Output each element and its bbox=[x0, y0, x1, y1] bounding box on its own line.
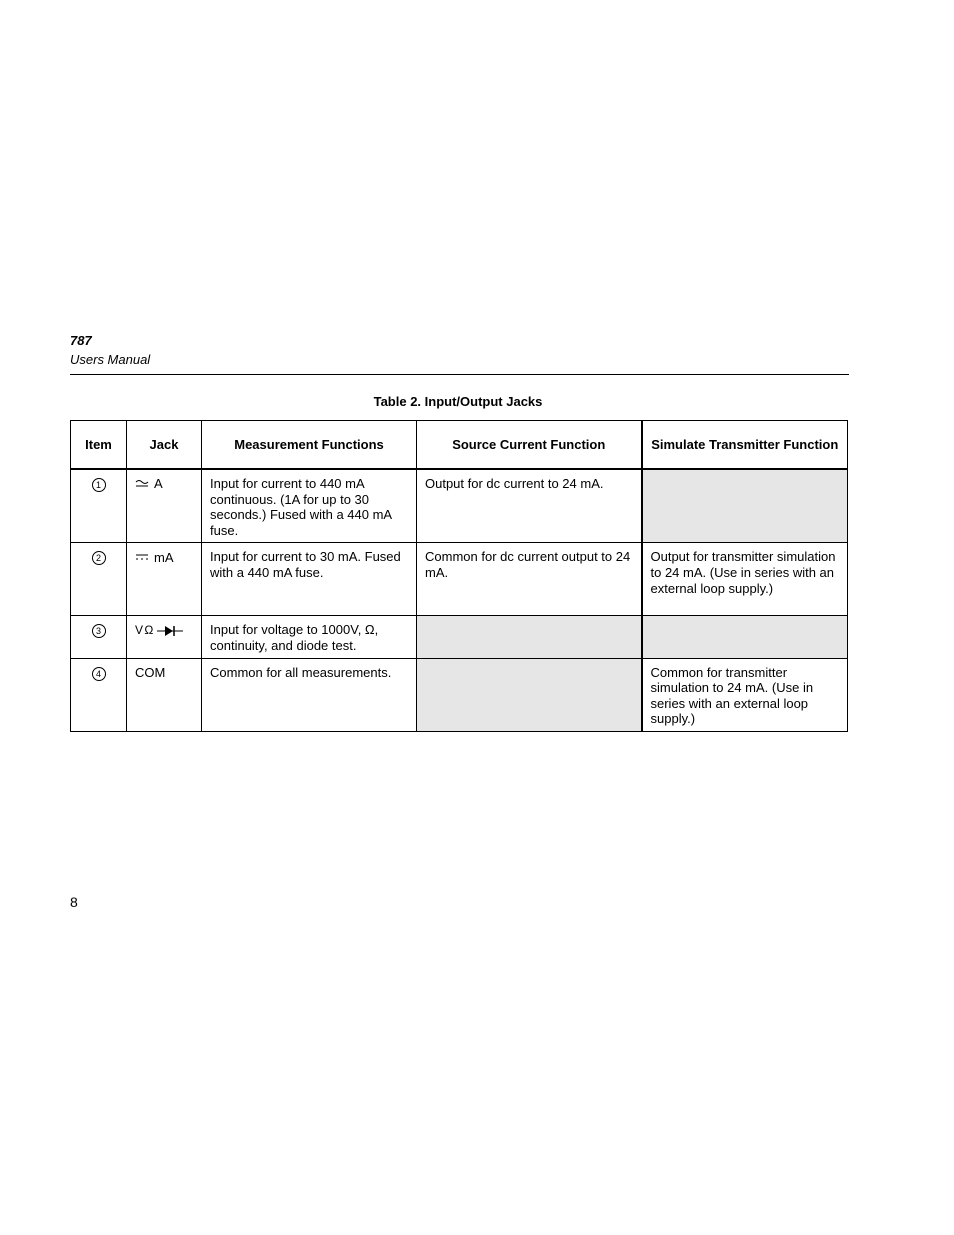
dc-symbol-icon bbox=[135, 553, 149, 561]
col-header-source: Source Current Function bbox=[417, 421, 642, 470]
source-cell: Output for dc current to 24 mA. bbox=[417, 469, 642, 543]
col-header-item: Item bbox=[71, 421, 127, 470]
table-header-row bbox=[71, 421, 848, 470]
table-caption: Table 2. Input/Output Jacks bbox=[373, 394, 543, 409]
measurement-cell: Input for current to 30 mA. Fused with a 440 mA fuse. bbox=[202, 543, 417, 616]
table-row bbox=[71, 543, 848, 616]
item-number-badge: 1 bbox=[92, 478, 106, 492]
measurement-cell: Input for voltage to 1000V, Ω, continuity, and diode test. bbox=[202, 616, 417, 658]
item-cell bbox=[71, 469, 127, 543]
measurement-cell: Common for all measurements. bbox=[202, 658, 417, 731]
item-cell bbox=[71, 543, 127, 616]
jack-cell bbox=[127, 469, 202, 543]
page-number: 8 bbox=[70, 894, 78, 910]
item-cell bbox=[71, 616, 127, 658]
jack-cell bbox=[127, 616, 202, 658]
jack-label: A bbox=[154, 476, 163, 491]
item-number-badge: 4 bbox=[92, 667, 106, 681]
jack-cell bbox=[127, 543, 202, 616]
running-header bbox=[70, 333, 849, 369]
simulate-cell bbox=[642, 616, 848, 658]
source-cell bbox=[417, 616, 642, 658]
jack-cell bbox=[127, 658, 202, 731]
header-rule bbox=[70, 374, 849, 375]
item-number-badge: 3 bbox=[92, 624, 106, 638]
measurement-cell: Input for current to 440 mA continuous. (1A for up to 30 seconds.) Fused with a 440 mA fuse. bbox=[202, 469, 417, 543]
item-number-badge: 2 bbox=[92, 551, 106, 565]
table-row bbox=[71, 616, 848, 658]
model-number: 787 bbox=[70, 333, 92, 348]
table-row bbox=[71, 469, 848, 543]
col-header-jack: Jack bbox=[127, 421, 202, 470]
item-cell bbox=[71, 658, 127, 731]
col-header-simulate: Simulate Transmitter Function bbox=[642, 421, 848, 470]
manual-title: Users Manual bbox=[70, 352, 151, 367]
ac-dc-current-symbol-icon bbox=[135, 479, 149, 489]
jack-label: V Ω bbox=[135, 623, 153, 638]
jack-label: mA bbox=[154, 549, 174, 565]
col-header-measurement: Measurement Functions bbox=[202, 421, 417, 470]
simulate-cell: Common for transmitter simulation to 24 mA. (Use in series with an external loop supply.) bbox=[642, 658, 848, 731]
jacks-table bbox=[70, 420, 848, 732]
table-row bbox=[71, 658, 848, 731]
source-cell bbox=[417, 658, 642, 731]
simulate-cell: Output for transmitter simulation to 24 mA. (Use in series with an external loop supply.) bbox=[642, 543, 848, 616]
simulate-cell bbox=[642, 469, 848, 543]
source-cell: Common for dc current output to 24 mA. bbox=[417, 543, 642, 616]
jack-label: COM bbox=[135, 664, 166, 680]
diode-symbol-icon bbox=[157, 625, 183, 637]
